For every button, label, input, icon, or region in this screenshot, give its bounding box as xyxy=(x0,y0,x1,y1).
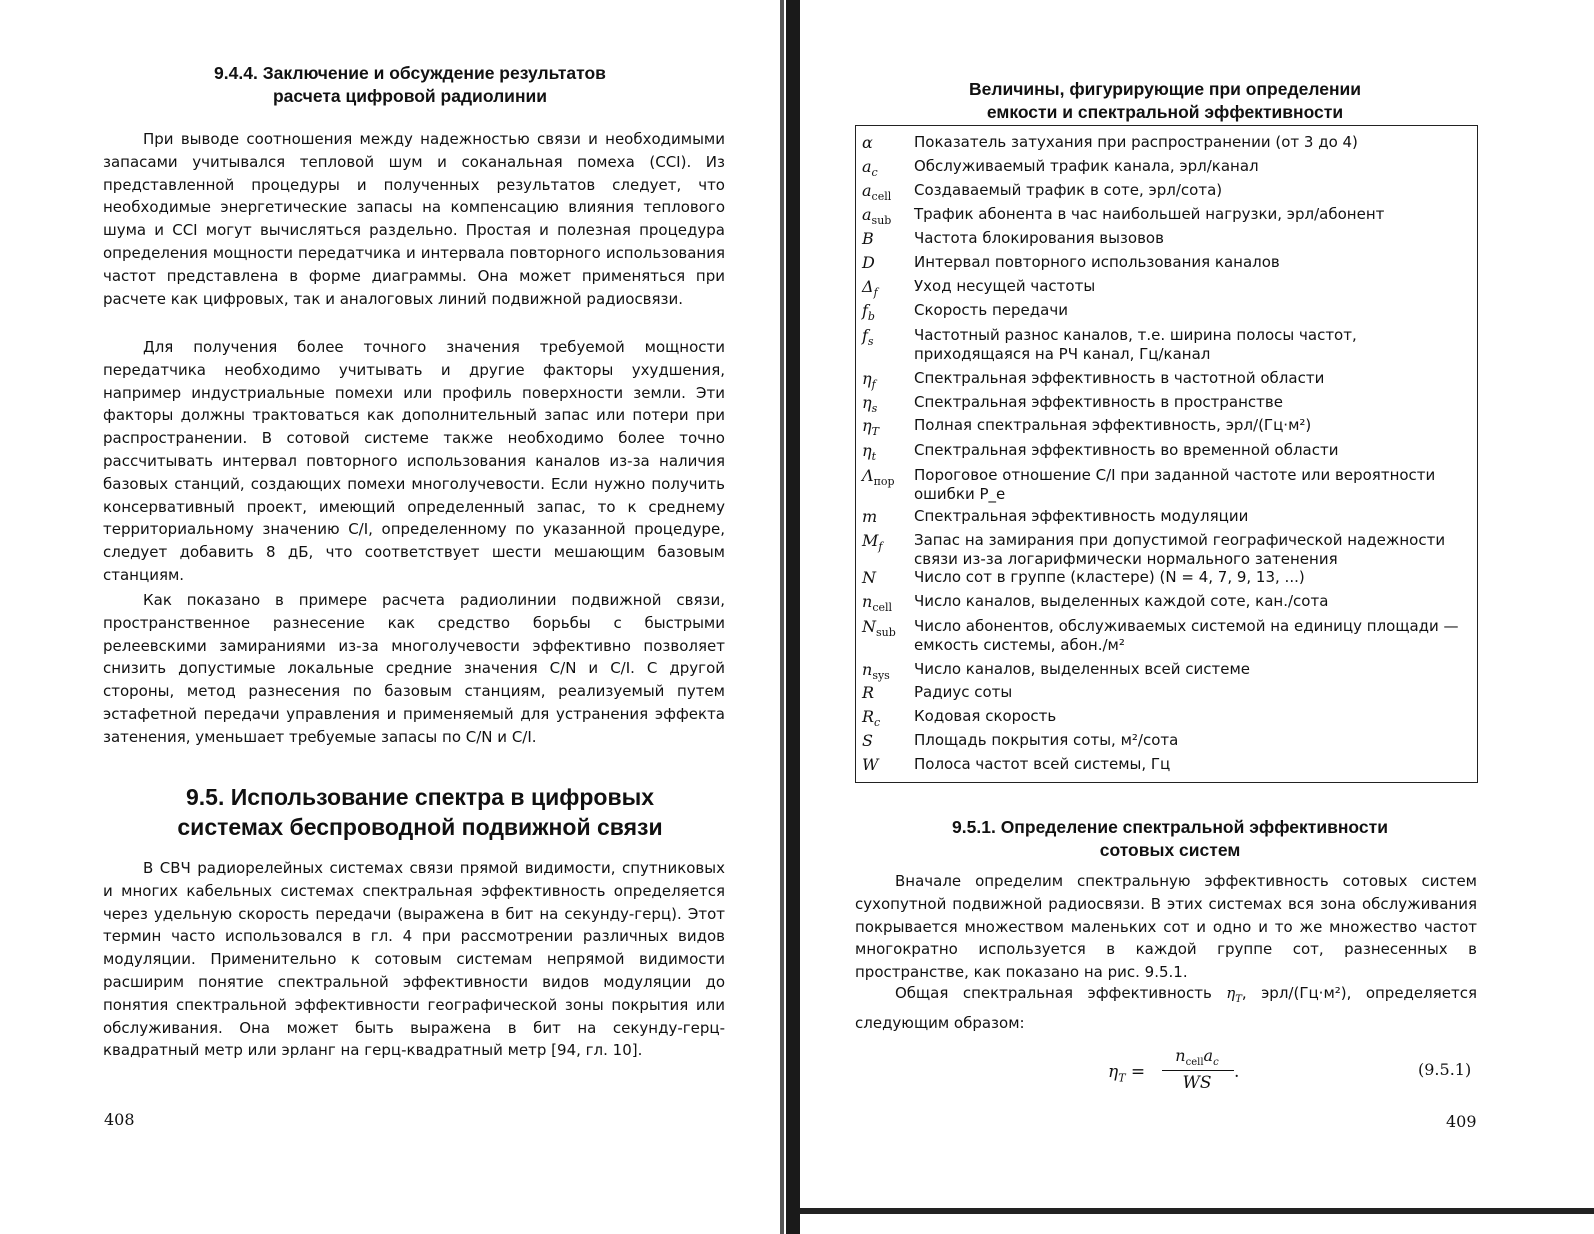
paragraph: Общая спектральная эффективность $\eta_T$, эрл/(Гц·м²), определяется следующим образом: xyxy=(855,984,1477,1032)
symbol: B xyxy=(862,229,874,248)
symbol: α xyxy=(862,133,873,152)
symbol-description: Спектральная эффективность модуляции xyxy=(914,507,1249,525)
symbol: W xyxy=(862,755,879,774)
section-95-heading xyxy=(80,782,760,842)
symbol-description: Кодовая скорость xyxy=(914,707,1057,725)
symbol: R xyxy=(862,683,875,702)
fraction-bar xyxy=(1162,1070,1234,1071)
symbol: $f_b$ xyxy=(862,301,875,324)
page-number: 408 xyxy=(104,1110,135,1129)
heading-line: сотовых систем xyxy=(1099,840,1241,860)
symbol-description: Показатель затухания при распространении (от 3 до 4) xyxy=(914,133,1358,151)
paragraph: При выводе соотношения между надежностью связи и необходимыми запасами учитывался тепловой шум и соканальная помеха (CCI). Из представленной процедуры и полученных результатов следует, что необходимые энергетические запасы на компенсацию влияния теплового шума и CCI могут вычисляться раздельно. Простая и полезная процедура определения мощности передатчика и интервала повторного использования частот представлена в форме диаграммы. Она может применяться при расчете как цифровых, так и аналоговых линий подвижной радиосвязи. xyxy=(103,130,725,308)
symbol-description: Частотный разнос каналов, т.е. ширина полосы частот, приходящаяся на РЧ канал, Гц/канал xyxy=(914,326,1357,363)
equation-numerator: $n_{cell}a_c$ xyxy=(1175,1046,1219,1069)
book-spine xyxy=(786,0,800,1234)
symbol-description: Создаваемый трафик в соте, эрл/сота) xyxy=(914,181,1223,199)
symbol: $\eta_T$ xyxy=(862,416,879,439)
page-number: 409 xyxy=(1446,1112,1477,1131)
symbol: $a_c$ xyxy=(862,157,878,180)
symbol: D xyxy=(862,253,875,272)
symbol-description: Спектральная эффективность в частотной области xyxy=(914,369,1325,387)
paragraph: Для получения более точного значения требуемой мощности передатчика необходимо учитывать и другие факторы ухудшения, например индустриальные помехи или профиль поверхности земли. Эти факторы должны трактоваться как дополнительный запас или потери при распространении. В сотовой системе также необходимо более точно рассчитывать интервал повторного использования каналов из-за наличия базовых станций, создающих помехи многолучевости. Если нужно получить консервативный проект, имеющий определенный запас, то к среднему территориальному значению C/I, определенному по указанной процедуре, следует добавить 8 дБ, что соответствует шести мешающим базовым станциям. xyxy=(103,338,725,584)
symbol: $R_c$ xyxy=(862,707,881,730)
symbol-description: Число каналов, выделенных каждой соте, кан./сота xyxy=(914,592,1329,610)
symbols-table xyxy=(855,125,1478,783)
symbol-description: Число абонентов, обслуживаемых системой на единицу площади — емкость системы, абон./м² xyxy=(914,617,1459,654)
section-944-heading xyxy=(80,62,740,108)
symbol: $\Lambda_{пор}$ xyxy=(862,466,895,489)
page-bottom-edge xyxy=(800,1208,1594,1214)
symbol-description: Пороговое отношение C/I при заданной частоте или вероятности ошибки P_e xyxy=(914,466,1436,503)
symbol: $n_{cell}$ xyxy=(862,592,893,615)
paragraph: В СВЧ радиорелейных системах связи прямой видимости, спутниковых и многих кабельных системах спектральная эффективность определяется через удельную скорость передачи (выражена в бит на секунду-герц). Этот термин часто использовался в гл. 4 при рассмотрении различных видов модуляции. Применительно к сотовым системам непрямой видимости расширим понятие спектральной эффективности видов модуляции до понятия спектральной эффективности географической зоны покрытия или обслуживания. Она может быть выражена в бит на секунду-герц-квадратный метр или эрланг на герц-квадратный метр [94, гл. 10]. xyxy=(103,859,725,1060)
symbol: $\eta_s$ xyxy=(862,393,878,416)
heading-line: 9.5. Использование спектра в цифровых xyxy=(185,784,655,810)
symbol: $\eta_t$ xyxy=(862,441,877,464)
symbol: m xyxy=(862,507,878,526)
symbol-description: Уход несущей частоты xyxy=(914,277,1096,295)
equation xyxy=(1108,1048,1238,1098)
symbol: $M_f$ xyxy=(862,531,883,554)
symbol-description: Спектральная эффективность в пространстве xyxy=(914,393,1283,411)
spine-shadow xyxy=(780,0,784,1234)
equation-denominator: WS xyxy=(1182,1073,1212,1093)
equation-number: (9.5.1) xyxy=(1418,1060,1472,1079)
heading-line: 9.5.1. Определение спектральной эффективности xyxy=(952,817,1388,837)
symbol-description: Обслуживаемый трафик канала, эрл/канал xyxy=(914,157,1259,175)
symbol-description: Трафик абонента в час наибольшей нагрузки, эрл/абонент xyxy=(914,205,1385,223)
symbol-description: Площадь покрытия соты, м²/сота xyxy=(914,731,1179,749)
symbol-description: Число каналов, выделенных всей системе xyxy=(914,660,1250,678)
heading-line: расчета цифровой радиолинии xyxy=(272,86,548,106)
paragraph: Как показано в примере расчета радиолинии подвижной связи, пространственное разнесение как средство борьбы с быстрыми релеевскими замираниями из-за многолучевости эффективно позволяет снизить допустимые локальные средние значения C/N и C/I. С другой стороны, метод разнесения по базовым станциям, реализуемый путем эстафетной передачи управления и применяемый для устранения эффекта затенения, уменьшает требуемые запасы по C/N и C/I. xyxy=(103,591,725,746)
symbol: $\Delta_f$ xyxy=(862,277,878,300)
heading-line: емкости и спектральной эффективности xyxy=(986,102,1344,122)
equation-lhs: $\eta_T$ = xyxy=(1108,1062,1146,1085)
equation-period: . xyxy=(1234,1062,1240,1082)
symbol: N xyxy=(862,568,876,587)
table-heading xyxy=(900,78,1430,124)
heading-line: системах беспроводной подвижной связи xyxy=(177,814,663,840)
heading-line: Величины, фигурирующие при определении xyxy=(968,79,1362,99)
symbol-description: Частота блокирования вызовов xyxy=(914,229,1164,247)
paragraph: Вначале определим спектральную эффективность сотовых систем сухопутной подвижной радиосвязи. В этих системах вся зона обслуживания покрывается множеством маленьких сот и одно и то же множество частот многократно используется в каждой группе сот, разнесенных в пространстве, как показано на рис. 9.5.1. xyxy=(855,872,1477,982)
symbol: $N_{sub}$ xyxy=(862,617,896,640)
symbol: $f_s$ xyxy=(862,326,874,349)
symbol-description: Интервал повторного использования каналов xyxy=(914,253,1280,271)
symbol: $\eta_f$ xyxy=(862,369,876,392)
symbol-description: Запас на замирания при допустимой географической надежности связи из-за логарифмически нормального затенения xyxy=(914,531,1446,568)
section-951-heading xyxy=(870,816,1470,862)
symbol: S xyxy=(862,731,873,750)
symbol-description: Скорость передачи xyxy=(914,301,1068,319)
symbol-description: Радиус соты xyxy=(914,683,1013,701)
symbol: $a_{cell}$ xyxy=(862,181,892,204)
symbol-description: Полная спектральная эффективность, эрл/(Гц·м²) xyxy=(914,416,1312,434)
symbol-description: Спектральная эффективность во временной области xyxy=(914,441,1339,459)
symbol: $n_{sys}$ xyxy=(862,660,890,683)
symbol: $a_{sub}$ xyxy=(862,205,892,228)
symbol-description: Число сот в группе (кластере) (N = 4, 7, 9, 13, ...) xyxy=(914,568,1305,586)
heading-line: 9.4.4. Заключение и обсуждение результатов xyxy=(214,63,606,83)
symbol-description: Полоса частот всей системы, Гц xyxy=(914,755,1171,773)
left-page xyxy=(0,0,790,1234)
